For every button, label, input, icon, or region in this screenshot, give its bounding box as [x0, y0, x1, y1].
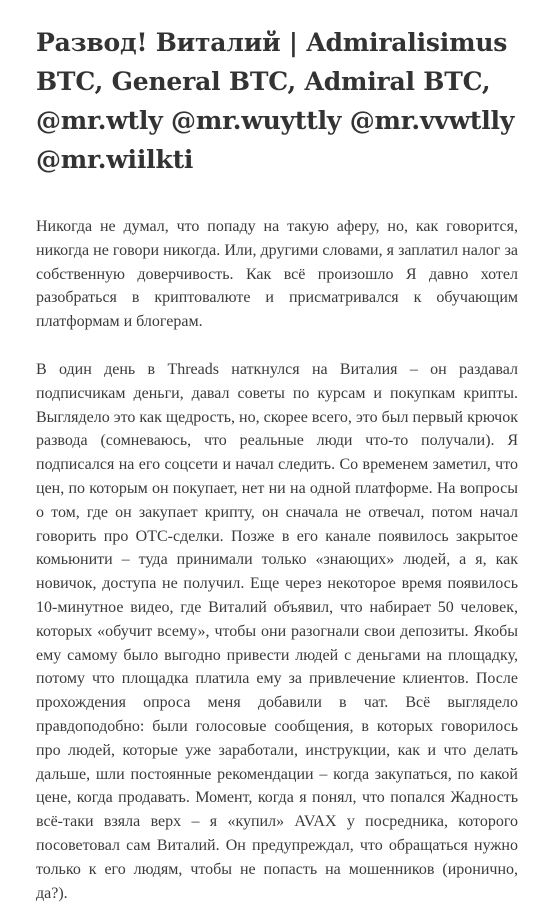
article-title: Развод! Виталий | Admiralisimus BTC, General BTC, Admiral BTC, @mr.wtly @mr.wuyttly @mr.vvwtlly @mr.wiilkti [36, 28, 515, 174]
article-paragraph-1: Никогда не думал, что попаду на такую аферу, но, как говорится, никогда не говори никогда. Или, другими словами, я заплатил налог за собственную доверчивость. Как всё произошло Я давно хотел разобраться в криптовалюте и присматривался к обучающим платформам и блогерам. [36, 218, 518, 331]
article-paragraph-2: В один день в Threads наткнулся на Виталия – он раздавал подписчикам деньги, давал советы по курсам и покупкам крипты. Выглядело это как щедрость, но, скорее всего, это был первый крючок развода (сомневаюсь, что реальные люди что-то получали). Я подписался на его соцсети и начал следить. Со временем заметил, что цен, по которым он покупает, нет ни на одной платформе. На вопросы о том, где он закупает крипту, он сначала не отвечал, потом начал говорить про ОТС-сделки. Позже в его канале появилось закрытое комьюнити – туда принимали только «знающих» людей, а я, как новичок, доступа не получил. Еще через некоторое время появилось 10-минутное видео, где Виталий объявил, что набирает 50 человек, которых «обучит всему», чтобы они разогнали свои депозиты. Якобы ему самому было выгодно привести людей с деньгами на площадку, потому что площадка платила ему за привлечение клиентов. После прохождения опроса меня добавили в чат. Всё выглядело правдоподобно: были голосовые сообщения, в которых говорилось про людей, которые уже заработали, инструкции, как и что делать дальше, шли постоянные рекомендации – когда закупаться, по какой цене, когда продавать. Момент, когда я понял, что попался Жадность всё-таки взяла верх – я «купил» AVAX у посредника, которого посоветовал сам Виталий. Он предупреждал, что обращаться нужно только к его людям, чтобы не попасть на мошенников (иронично, да?). [36, 360, 518, 902]
article [36, 0, 518, 905]
